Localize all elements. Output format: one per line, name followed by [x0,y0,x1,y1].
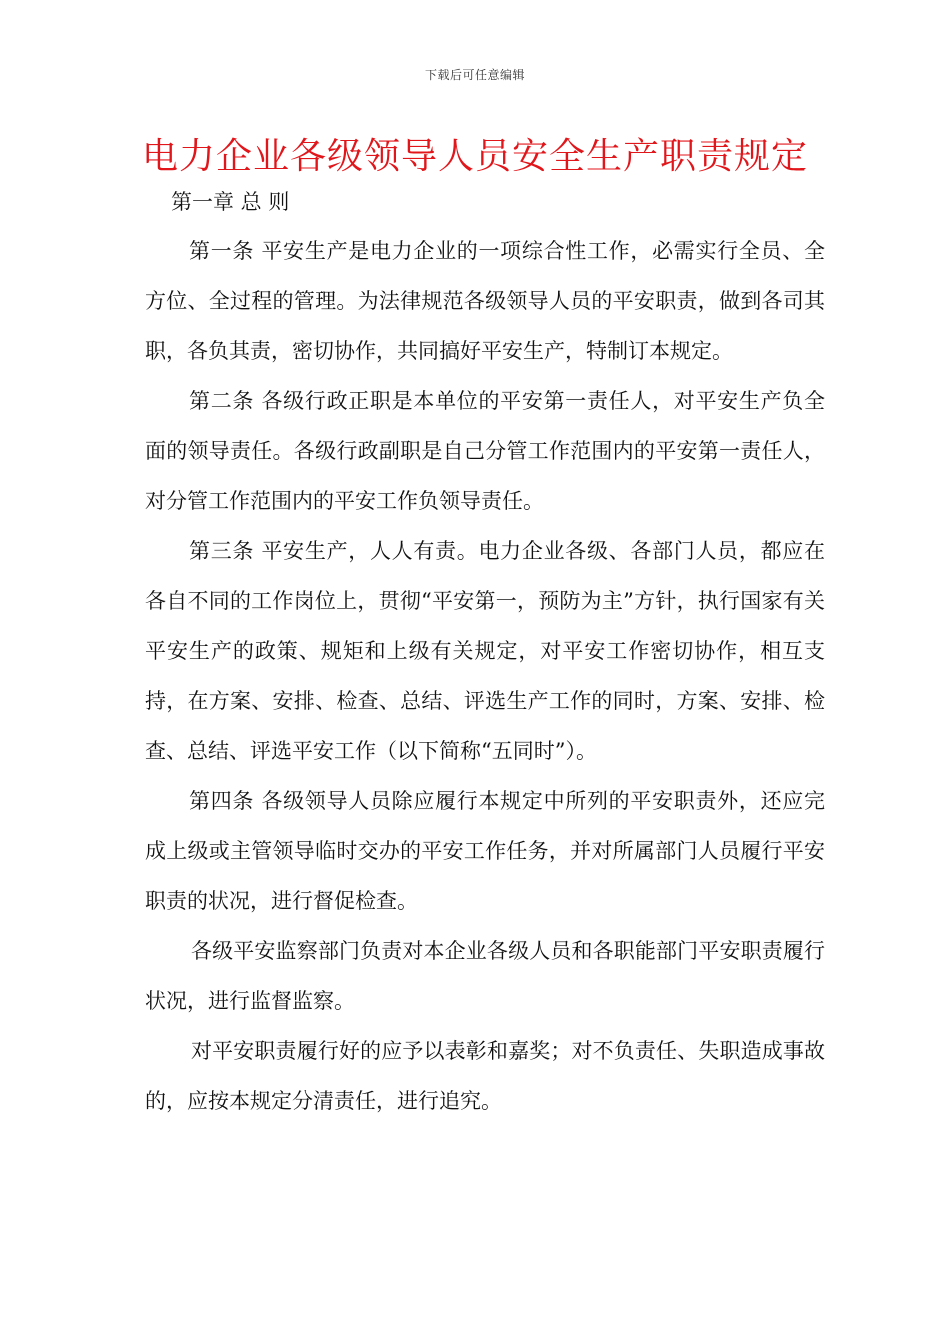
article-4-paragraph: 第四条 各级领导人员除应履行本规定中所列的平安职责外，还应完成上级或主管领导临时交办的平安工作任务，并对所属部门人员履行平安职责的状况，进行督促检查。 [145,789,825,913]
supervision-paragraph: 各级平安监察部门负责对本企业各级人员和各职能部门平安职责履行状况，进行监督监察。 [145,939,825,1013]
document-body [145,226,825,1126]
chapter-heading: 第一章 总 则 [171,190,290,214]
article-1-paragraph: 第一条 平安生产是电力企业的一项综合性工作，必需实行全员、全方位、全过程的管理。为法律规范各级领导人员的平安职责，做到各司其职，各负其责，密切协作，共同搞好平安生产，特制订本规定。 [145,239,825,363]
reward-penalty-paragraph: 对平安职责履行好的应予以表彰和嘉奖；对不负责任、失职造成事故的，应按本规定分清责任，进行追究。 [145,1039,825,1113]
article-3-paragraph: 第三条 平安生产，人人有责。电力企业各级、各部门人员，都应在各自不同的工作岗位上，贯彻“平安第一，预防为主”方针，执行国家有关平安生产的政策、规矩和上级有关规定，对平安工作密切协作，相互支持，在方案、安排、检查、总结、评选生产工作的同时，方案、安排、检查、总结、评选平安工作（以下简称“五同时”）。 [145,539,825,763]
document-title: 电力企业各级领导人员安全生产职责规定 [141,136,808,177]
article-2-paragraph: 第二条 各级行政正职是本单位的平安第一责任人，对平安生产负全面的领导责任。各级行政副职是自己分管工作范围内的平安第一责任人，对分管工作范围内的平安工作负领导责任。 [145,389,825,513]
header-note: 下载后可任意编辑 [424,68,525,82]
